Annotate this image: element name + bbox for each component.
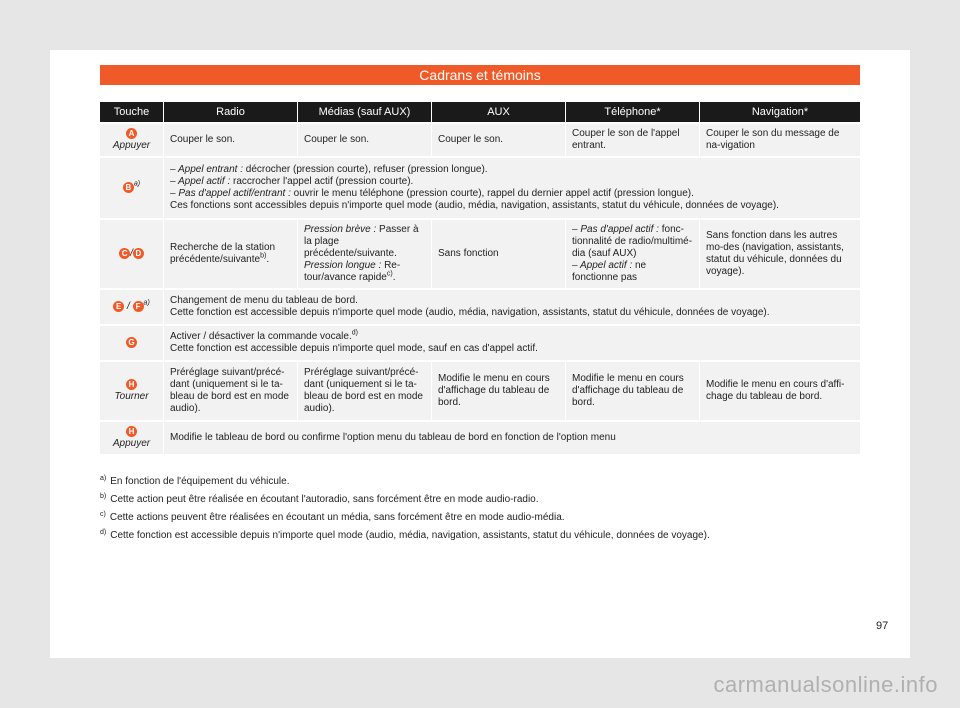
label: Pression brève : [304,224,380,235]
footnote [100,494,860,506]
footnote-mark: b) [100,492,107,500]
table-cell: Préréglage suivant/précé-dant (uniquement si le ta-bleau de bord est en mode audio). [298,362,432,420]
label: – Appel actif : [572,260,635,271]
table-cell: Modifie le menu en cours d'affichage du tableau de bord. [432,362,566,420]
footnote-mark: a) [100,474,107,482]
text: Re-tour/avance rapide [304,260,401,283]
footnote-text: Cette actions peuvent être réalisées en écoutant un média, sans forcément être en mode audio-média. [109,512,565,523]
table-row [100,362,860,420]
footnote-ref: b) [260,252,267,260]
key-cell [100,326,164,360]
footnote [100,530,860,542]
key-badge-f: F [133,301,144,312]
controls-table [100,100,860,456]
text: Ces fonctions sont accessibles depuis n'importe quel mode (audio, média, navigation, assistants, statut du véhicule, données de voyage). [170,200,779,211]
footnote [100,476,860,488]
col-header-medias: Médias (sauf AUX) [298,102,432,122]
table-cell: Couper le son du message de na-vigation [700,124,860,156]
table-cell: Couper le son. [164,124,298,156]
key-cell [100,220,164,288]
text: décrocher (pression courte), refuser (pression longue). [245,164,488,175]
table-cell: Modifie le menu en cours d'affi-chage du tableau de bord. [700,362,860,420]
label: Pression longue : [304,260,385,271]
table-cell-wide [164,158,860,218]
footnotes [100,476,860,548]
table-cell-wide [164,326,860,360]
table-cell-wide [164,290,860,324]
text: Passer à la plage précédente/suivante. [304,224,419,259]
table-cell: Préréglage suivant/précé-dant (uniquement si le ta-bleau de bord est en mode audio). [164,362,298,420]
text: Activer / désactiver la commande vocale. [170,331,352,342]
table-cell: Sans fonction dans les autres mo-des (navigation, assistants, statut du véhicule, données du voyage). [700,220,860,288]
key-badge-a: A [126,128,137,139]
label: – Appel entrant : [170,164,246,175]
label: – Pas d'appel actif : [572,224,662,235]
table-header-row [100,102,860,122]
table-cell: Couper le son. [298,124,432,156]
footnote-text: Cette action peut être réalisée en écoutant l'autoradio, sans forcément être en mode audio-radio. [110,494,539,505]
label: – Pas d'appel actif/entrant : [170,188,294,199]
footnote-ref: a) [133,180,141,188]
table-row [100,220,860,288]
table-cell: Couper le son de l'appel entrant. [566,124,700,156]
watermark-logo: carmanualsonline.info [713,672,938,697]
text: raccrocher l'appel actif (pression courte). [233,176,414,187]
text: fonc-tionnalité de radio/multimé-dia (sauf AUX) [572,224,693,259]
footnote-text: En fonction de l'équipement du véhicule. [110,476,290,487]
col-header-aux: AUX [432,102,566,122]
key-badge-b: B [123,182,134,193]
col-header-touche: Touche [100,102,164,122]
table-row [100,326,860,360]
key-cell [100,422,164,454]
key-action: Appuyer [112,438,151,449]
page-number: 97 [876,620,889,632]
footnote-ref: c) [386,270,393,278]
table-row [100,290,860,324]
col-header-radio: Radio [164,102,298,122]
key-cell [100,362,164,420]
footnote-mark: d) [100,528,107,536]
footnote-ref: d) [351,329,358,337]
text: Changement de menu du tableau de bord. [170,295,358,306]
col-header-navigation: Navigation* [700,102,860,122]
table-row [100,422,860,454]
table-cell-wide: Modifie le tableau de bord ou confirme l'option menu du tableau de bord en fonction de l'option menu [164,422,860,454]
label: – Appel actif : [170,176,233,187]
key-badge-e: E [113,301,124,312]
footnote [100,512,860,524]
key-cell [100,124,164,156]
key-action: Appuyer [112,140,151,151]
key-badge-d: D [133,248,144,259]
key-badge-c: C [119,248,130,259]
table-row [100,124,860,156]
text: ne fonctionne pas [572,260,647,283]
table-cell [566,220,700,288]
key-action: Tourner [114,391,149,402]
table-cell: Pression brève : Passer à la plage précédente/suivante. Pression longue : Re-tour/avance rapide$^{c)}$. [298,220,432,288]
key-badge-h: H [126,426,137,437]
footnote-ref: a) [143,299,150,307]
table-cell: Modifie le menu en cours d'affichage du tableau de bord. [566,362,700,420]
footnote-text: Cette fonction est accessible depuis n'importe quel mode (audio, média, navigation, assistants, statut du véhicule, données de voyage). [110,530,710,541]
text: ouvrir le menu téléphone (pression courte), rappel du dernier appel actif (pression longue). [293,188,694,199]
table-row [100,158,860,218]
table-cell: Couper le son. [432,124,566,156]
table-cell: Sans fonction [432,220,566,288]
text: Cette fonction est accessible depuis n'importe quel mode, sauf en cas d'appel actif. [170,343,538,354]
footnote-mark: c) [100,510,106,518]
separator: / [130,248,133,259]
section-title: Cadrans et témoins [100,65,860,85]
key-cell [100,290,164,324]
col-header-telephone: Téléphone* [566,102,700,122]
table-cell: Recherche de la station précédente/suivante$^{b)}$. [164,220,298,288]
key-badge-g: G [126,337,137,348]
key-cell [100,158,164,218]
text: Recherche de la station précédente/suivante [170,242,276,265]
separator: / [124,301,133,312]
text: Cette fonction est accessible depuis n'importe quel mode (audio, média, navigation, assistants, statut du véhicule, données de voyage). [170,307,770,318]
key-badge-h: H [126,379,137,390]
